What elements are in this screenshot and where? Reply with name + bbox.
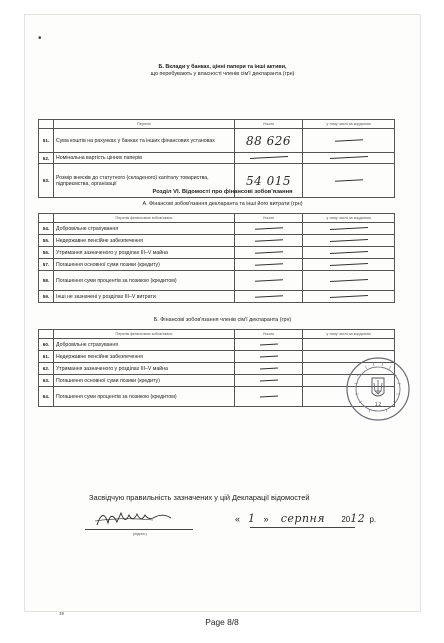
row-label: Недержавне пенсійне забезпечення [54, 235, 235, 247]
row-label: Добровільне страхування [54, 223, 235, 235]
header-total: Усього [235, 214, 303, 223]
row-number: 54. [39, 223, 54, 235]
date-year-prefix: 20 [341, 515, 351, 524]
header-abroad: у тому числі за кордоном [303, 214, 395, 223]
row-label: Розмір внесків до статутного (складеного) капіталу товариства, підприємства, організації [54, 164, 235, 198]
handwritten-dash [329, 251, 367, 254]
table-row [39, 375, 395, 387]
row-label: Погашення суми процентів за позикою (кредитом) [54, 387, 235, 407]
header-abroad: у тому числі за кордоном [303, 330, 395, 339]
table-row [39, 291, 395, 303]
scan-mark: • [38, 33, 42, 44]
table-row [39, 129, 395, 153]
obligations-a-table [38, 213, 395, 303]
date-underline [250, 527, 355, 528]
row-label: Утримання зазначеного у розділах III–V майна [54, 363, 235, 375]
handwritten-dash [334, 139, 362, 141]
handwritten-dash [254, 239, 282, 241]
handwritten-dash [259, 379, 277, 381]
row-label: Сума коштів на рахунках у банках та інших фінансових установах [54, 129, 235, 153]
handwritten-dash [329, 156, 367, 159]
table-row [39, 363, 395, 375]
row-label: Номінальна вартість цінних паперів [54, 153, 235, 164]
handwritten-dash [259, 395, 277, 397]
page-number-small: 39 [59, 611, 65, 616]
row-label: Добровільне страхування [54, 339, 235, 351]
handwritten-dash [249, 156, 287, 159]
seal-number: 12 [374, 402, 382, 408]
date-line: « 1 » серпня 2012 р. [235, 512, 377, 525]
official-seal [345, 356, 411, 422]
handwritten-dash [254, 227, 282, 229]
header-list: Перелік фінансових зобов'язань [54, 330, 235, 339]
table-row [39, 339, 395, 351]
row-label: Погашення суми процентів за позикою (кредитом) [54, 271, 235, 291]
row-number: 56. [39, 247, 54, 259]
row-label: Інші не зазначені у розділах III–V витрати [54, 291, 235, 303]
signature-line [85, 529, 193, 530]
table-row [39, 351, 395, 363]
handwritten-total: 54 015 [246, 173, 291, 188]
obligations-b-table [38, 329, 395, 407]
row-label: Недержавне пенсійне забезпечення [54, 351, 235, 363]
handwritten-dash [329, 227, 367, 230]
header-list: Перелік [54, 120, 235, 129]
table-row [39, 247, 395, 259]
handwritten-dash [259, 355, 277, 357]
header-list: Перелік фінансових зобов'язань [54, 214, 235, 223]
row-number: 57. [39, 259, 54, 271]
date-day: 1 [248, 512, 256, 525]
table-row [39, 235, 395, 247]
page-indicator: Page 8/8 [205, 617, 239, 627]
date-month: серпня [280, 512, 326, 525]
row-label: Погашення основної суми позики (кредиту) [54, 259, 235, 271]
signature-label: (підпис) [133, 532, 147, 536]
section-b1-title-line2: що перебувають у власності членів сім'ї декларанта (грн) [150, 71, 295, 77]
table-row [39, 387, 395, 407]
header-total: Усього [235, 330, 303, 339]
section6-subtitle-b: Б. Фінансові зобов'язання членів сім'ї декларанта (грн) [153, 317, 292, 323]
handwritten-dash [259, 367, 277, 369]
row-number: 63. [39, 375, 54, 387]
handwritten-dash [329, 239, 367, 242]
handwritten-total: 88 626 [246, 133, 291, 148]
assets-table [38, 119, 395, 198]
handwritten-dash [254, 295, 282, 297]
document-page [24, 14, 421, 616]
section6-title: Розділ VI. Відомості про фінансові зобов'язання [152, 189, 293, 195]
header-total: Усього [235, 120, 303, 129]
section-b1-title-line1: Б. Вклади у банках, цінні папери та інші активи, [158, 64, 287, 70]
handwritten-dash [259, 343, 277, 345]
handwritten-signature [93, 505, 175, 531]
row-number: 62. [39, 363, 54, 375]
handwritten-dash [329, 295, 367, 298]
row-number: 55. [39, 235, 54, 247]
row-number: 64. [39, 387, 54, 407]
confirmation-text: Засвідчую правильність зазначених у цій Декларації відомостей [89, 493, 310, 502]
table-row [39, 271, 395, 291]
row-number: 51. [39, 129, 54, 153]
row-number: 53. [39, 164, 54, 198]
date-year-suffix: 12 [350, 512, 366, 525]
handwritten-dash [334, 179, 362, 181]
row-label: Погашення основної суми позики (кредиту) [54, 375, 235, 387]
handwritten-dash [254, 251, 282, 253]
table-row [39, 259, 395, 271]
row-number: 52. [39, 153, 54, 164]
row-number: 59. [39, 291, 54, 303]
date-unit: р. [369, 515, 377, 524]
handwritten-dash [329, 263, 367, 266]
handwritten-dash [254, 279, 282, 281]
row-number: 60. [39, 339, 54, 351]
table-row [39, 153, 395, 164]
header-abroad: у тому числі за кордоном [303, 120, 395, 129]
section6-subtitle-a: А. Фінансові зобов'язання декларанта та інші його витрати (грн) [142, 201, 303, 207]
row-number: 61. [39, 351, 54, 363]
handwritten-dash [329, 279, 367, 282]
table-row [39, 223, 395, 235]
row-number: 58. [39, 271, 54, 291]
row-label: Утримання зазначеного у розділах III–V майна [54, 247, 235, 259]
handwritten-dash [254, 263, 282, 265]
